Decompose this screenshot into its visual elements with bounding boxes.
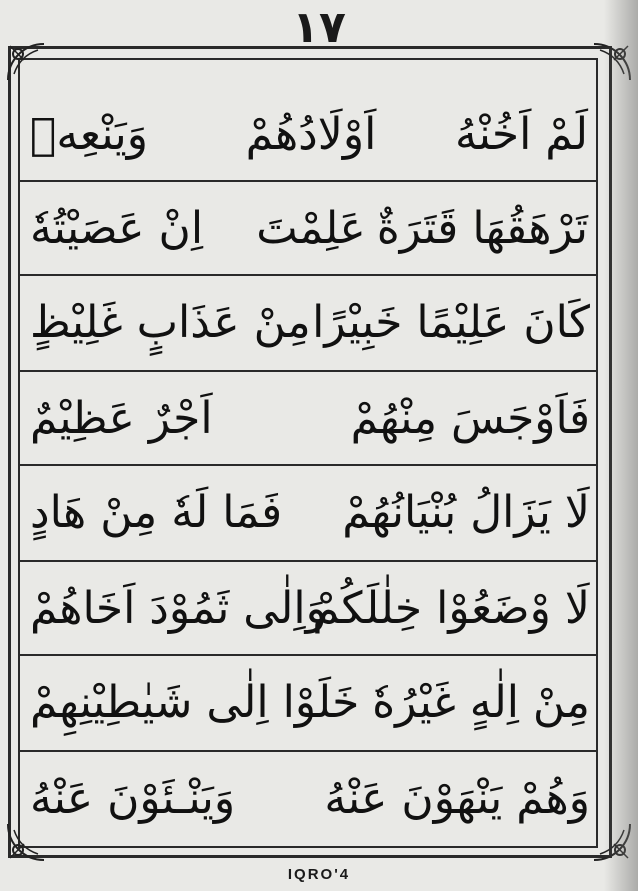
row-divider (20, 464, 596, 466)
row-divider (20, 274, 596, 276)
table-row (20, 560, 596, 654)
table-row (20, 180, 596, 274)
table-row (20, 750, 596, 844)
phrase-right: لَا يَزَالُ بُنْيَانُهُمْ (342, 487, 590, 538)
row-divider (20, 370, 596, 372)
reading-table (20, 86, 596, 846)
phrase-left: خَلَوْا اِلٰى شَيٰطِيْنِهِمْ (30, 677, 360, 728)
phrase-left: مِنْ عَذَابٍ غَلِيْظٍ (30, 297, 311, 348)
phrase-left: وَيَنْـئَوْنَ عَنْهُ (30, 773, 236, 824)
phrase-left: فَمَا لَهٗ مِنْ هَادٍ (30, 487, 283, 538)
phrase-right: فَاَوْجَسَ مِنْهُمْ (350, 393, 590, 444)
phrase-right: كَانَ عَلِيْمًا خَبِيْرًا (312, 297, 590, 348)
phrase-left: وَاِلٰى ثَمُوْدَ اَخَاهُمْ (30, 583, 327, 634)
page-number: ١٧ (292, 2, 346, 53)
page-spine-shadow (604, 0, 638, 891)
table-row (20, 86, 596, 180)
table-row (20, 370, 596, 464)
phrase-middle: اَوْلَادُهُمْ (245, 109, 377, 160)
phrase-right: وَهُمْ يَنْهَوْنَ عَنْهُ (324, 773, 590, 824)
phrase-middle: عَلِمْتَ (256, 203, 366, 254)
phrase-left: وَيَنْعِهٖ (30, 109, 148, 160)
table-row (20, 654, 596, 748)
phrase-right: لَمْ اَخُنْهُ (455, 109, 588, 160)
corner-ornament-icon (4, 40, 48, 84)
row-divider (20, 180, 596, 182)
book-footer: IQRO'4 (287, 866, 351, 883)
table-row (20, 274, 596, 368)
phrase-left: اَجْرٌ عَظِيْمٌ (30, 393, 213, 444)
table-row (20, 464, 596, 558)
row-divider (20, 654, 596, 656)
phrase-right: لَا وْضَعُوْا خِلٰلَكُمْ (312, 583, 590, 634)
phrase-right: مِنْ اِلٰهٍ غَيْرُهٗ (372, 677, 590, 728)
row-divider (20, 750, 596, 752)
row-divider (20, 560, 596, 562)
phrase-right: تَرْهَقُهَا قَتَرَةٌ (376, 203, 588, 254)
phrase-left: اِنْ عَصَيْتُهٗ (30, 203, 204, 254)
